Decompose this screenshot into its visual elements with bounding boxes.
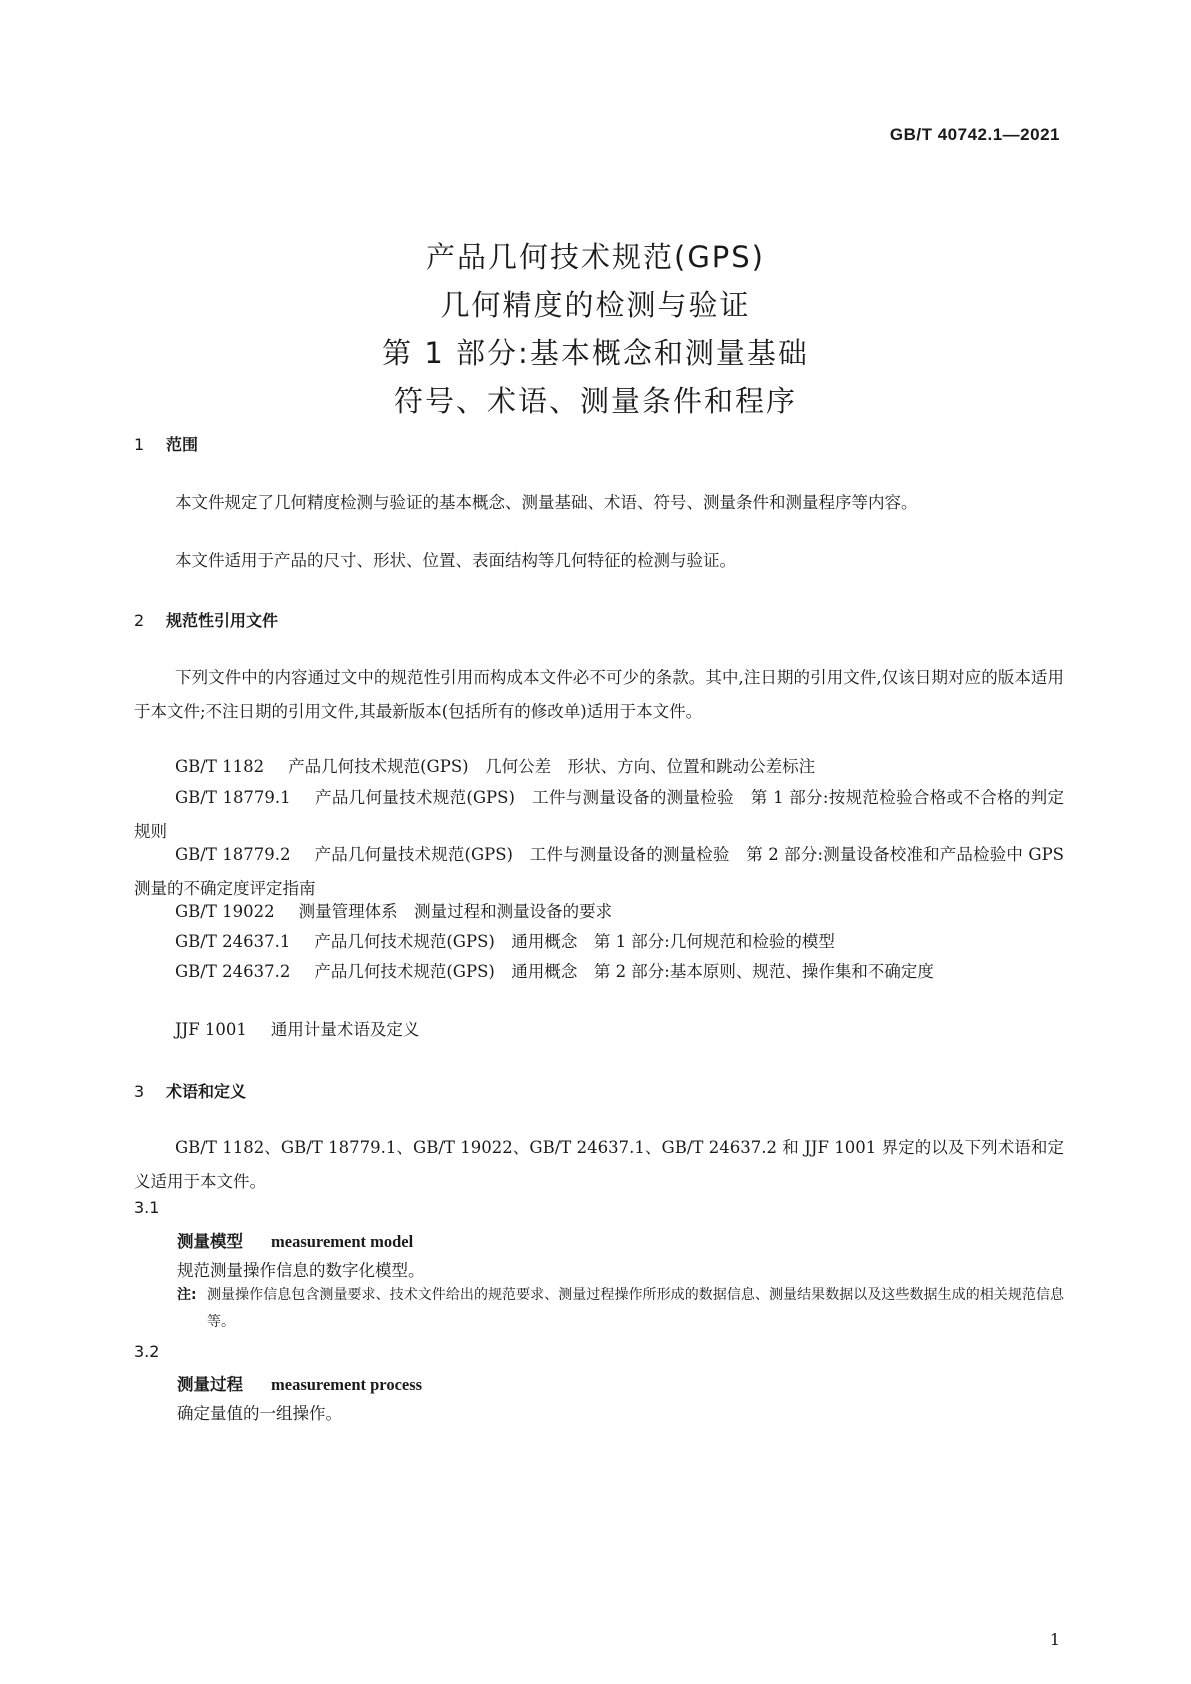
reference-entry bbox=[134, 895, 1064, 929]
standard-code: GB/T 40742.1—2021 bbox=[889, 125, 1060, 144]
reference-code: GB/T 18779.1 bbox=[175, 788, 291, 807]
section-1-heading bbox=[134, 432, 198, 455]
term-english: measurement model bbox=[271, 1232, 414, 1251]
term-number: 3.1 bbox=[134, 1198, 160, 1217]
reference-entry bbox=[134, 925, 1064, 959]
scope-paragraph-1: 本文件规定了几何精度检测与验证的基本概念、测量基础、术语、符号、测量条件和测量程序等内容。 bbox=[175, 493, 918, 512]
reference-title: 通用计量术语及定义 bbox=[270, 1020, 420, 1039]
reference-entry bbox=[134, 1013, 1064, 1047]
section-title: 术语和定义 bbox=[166, 1082, 247, 1101]
reference-title: 产品几何技术规范(GPS) 通用概念 第 1 部分:几何规范和检验的模型 bbox=[314, 932, 835, 951]
term-heading bbox=[177, 1228, 413, 1252]
reference-code: GB/T 24637.2 bbox=[175, 962, 291, 981]
reference-title: 测量管理体系 测量过程和测量设备的要求 bbox=[298, 902, 613, 921]
scope-paragraph-2: 本文件适用于产品的尺寸、形状、位置、表面结构等几何特征的检测与验证。 bbox=[175, 551, 736, 570]
reference-title: 产品几何技术规范(GPS) 几何公差 形状、方向、位置和跳动公差标注 bbox=[288, 757, 816, 776]
term-chinese: 测量过程 bbox=[177, 1375, 243, 1394]
terms-intro: GB/T 1182、GB/T 18779.1、GB/T 19022、GB/T 24637.1、GB/T 24637.2 和 JJF 1001 界定的以及下列术语和定义适用于本文件。 bbox=[134, 1138, 1064, 1191]
reference-entry bbox=[134, 955, 1064, 989]
note-label: 注: bbox=[177, 1287, 197, 1303]
section-title: 范围 bbox=[166, 435, 199, 454]
reference-entry bbox=[134, 750, 1064, 784]
term-definition: 确定量值的一组操作。 bbox=[177, 1404, 342, 1423]
title-line-3: 第 1 部分:基本概念和测量基础 bbox=[382, 336, 809, 370]
term-chinese: 测量模型 bbox=[177, 1232, 243, 1251]
term-number: 3.2 bbox=[134, 1342, 160, 1361]
section-3-heading bbox=[134, 1079, 246, 1102]
term-heading bbox=[177, 1371, 422, 1395]
term-definition: 规范测量操作信息的数字化模型。 bbox=[177, 1261, 425, 1280]
term-note bbox=[177, 1282, 1064, 1336]
reference-title: 产品几何技术规范(GPS) 通用概念 第 2 部分:基本原则、规范、操作集和不确定度 bbox=[314, 962, 934, 981]
document-title bbox=[100, 233, 1091, 425]
page-number: 1 bbox=[1049, 1630, 1060, 1649]
section-2-heading bbox=[134, 608, 278, 631]
section-number: 2 bbox=[134, 611, 145, 630]
reference-code: GB/T 24637.1 bbox=[175, 932, 291, 951]
term-english: measurement process bbox=[271, 1375, 423, 1394]
reference-code: GB/T 1182 bbox=[175, 757, 265, 776]
title-line-1: 产品几何技术规范(GPS) bbox=[426, 240, 765, 274]
section-title: 规范性引用文件 bbox=[166, 611, 279, 630]
section-number: 1 bbox=[134, 435, 145, 454]
reference-code: GB/T 18779.2 bbox=[175, 845, 291, 864]
reference-code: GB/T 19022 bbox=[175, 902, 275, 921]
normative-intro: 下列文件中的内容通过文中的规范性引用而构成本文件必不可少的条款。其中,注日期的引用文件,仅该日期对应的版本适用于本文件;不注日期的引用文件,其最新版本(包括所有的修改单)适用于本文件。 bbox=[134, 668, 1064, 721]
section-number: 3 bbox=[134, 1082, 145, 1101]
note-body: 测量操作信息包含测量要求、技术文件给出的规范要求、测量过程操作所形成的数据信息、测量结果数据以及这些数据生成的相关规范信息等。 bbox=[207, 1287, 1064, 1330]
reference-code: JJF 1001 bbox=[175, 1020, 247, 1039]
title-line-4: 符号、术语、测量条件和程序 bbox=[393, 384, 797, 418]
reference-title: 产品几何量技术规范(GPS) 工件与测量设备的测量检验 第 2 部分:测量设备校准和产品检验中 GPS 测量的不确定度评定指南 bbox=[134, 845, 1064, 898]
title-line-2: 几何精度的检测与验证 bbox=[440, 288, 751, 322]
reference-title: 产品几何量技术规范(GPS) 工件与测量设备的测量检验 第 1 部分:按规范检验合格或不合格的判定规则 bbox=[134, 788, 1064, 841]
